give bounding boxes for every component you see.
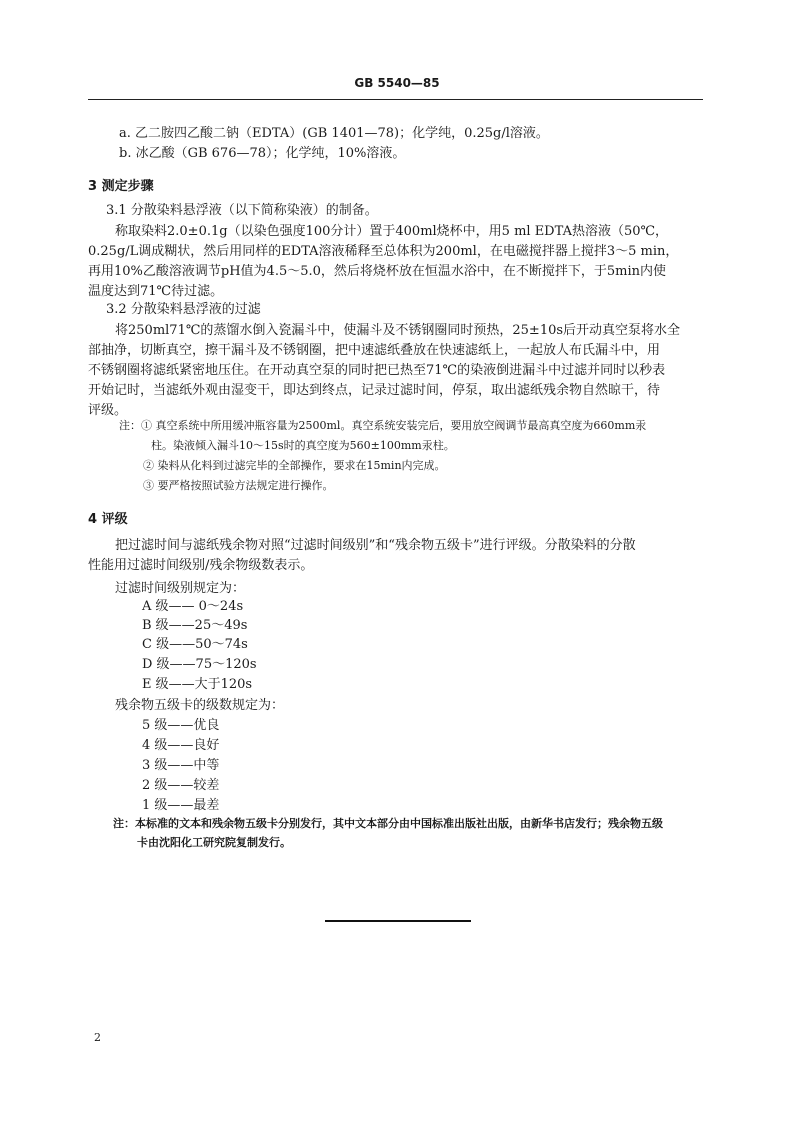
time-level-item: E 级——大于120s xyxy=(142,677,253,692)
residue-levels-title: 残余物五级卡的级数规定为： xyxy=(115,698,285,713)
paragraph-line: 把过滤时间与滤纸残余物对照“过滤时间级别”和“残余物五级卡”进行评级。分散染料的分散 xyxy=(115,538,636,553)
end-of-document-rule xyxy=(325,920,471,922)
time-level-item: C 级——50～74s xyxy=(142,637,248,652)
paragraph-line: 不锈钢圈将滤纸紧密地压住。在开动真空泵的同时把已热至71℃的染液倒进漏斗中过滤并同时以秒表 xyxy=(88,363,666,378)
residue-level-item: 4 级——良好 xyxy=(142,738,220,753)
paragraph-line: 0.25g/L调成糊状，然后用同样的EDTA溶液稀释至总体积为200ml，在电磁搅拌器上搅拌3～5 min， xyxy=(88,244,679,259)
note-line: ③ 要严格按照试验方法规定进行操作。 xyxy=(143,479,334,492)
subsection-3-1-heading: 3.1 分散染料悬浮液（以下简称染液）的制备。 xyxy=(106,203,378,218)
page-number: 2 xyxy=(94,1031,101,1044)
section-3-heading: 3 测定步骤 xyxy=(88,179,154,194)
paragraph-line: 称取染料2.0±0.1g（以染色强度100分计）置于400ml烧杯中，用5 ml EDTA热溶液（50℃， xyxy=(115,224,669,239)
section-4-heading: 4 评级 xyxy=(88,512,128,527)
note-line: ② 染料从化料到过滤完毕的全部操作，要求在15min内完成。 xyxy=(143,459,446,472)
residue-level-item: 1 级——最差 xyxy=(142,798,220,813)
time-level-item: B 级——25～49s xyxy=(142,618,248,633)
note-line: 注：① 真空系统中所用缓冲瓶容量为2500ml。真空系统安装完后，要用放空阀调节最高真空度为660mm汞 xyxy=(119,419,647,432)
paragraph-line: 部抽净，切断真空，擦干漏斗及不锈钢圈，把中速滤纸叠放在快速滤纸上，一起放人布氏漏斗中，用 xyxy=(88,343,661,358)
paragraph-line: 再用10%乙酸溶液调节pH值为4.5～5.0，然后将烧杯放在恒温水浴中，在不断搅拌下，于5min内使 xyxy=(88,264,667,279)
footnote-line: 注：本标准的文本和残余物五级卡分别发行，其中文本部分由中国标准出版社出版，由新华书店发行；残余物五级 xyxy=(113,817,663,830)
paragraph-line: 评级。 xyxy=(88,403,128,418)
paragraph-line: 将250ml71℃的蒸馏水倒入瓷漏斗中，使漏斗及不锈钢圈同时预热，25±10s后开动真空泵将水全 xyxy=(115,323,681,338)
subsection-3-2-heading: 3.2 分散染料悬浮液的过滤 xyxy=(106,302,261,317)
reagent-a: a. 乙二胺四乙酸二钠（EDTA）(GB 1401—78)；化学纯，0.25g/l溶液。 xyxy=(119,126,549,141)
time-level-item: D 级——75～120s xyxy=(142,657,257,672)
time-level-item: A 级—— 0～24s xyxy=(142,599,244,614)
header-divider xyxy=(88,99,703,100)
paragraph-line: 温度达到71℃待过滤。 xyxy=(88,284,224,299)
note-line: 柱。染液倾入漏斗10～15s时的真空度为560±100mm汞柱。 xyxy=(151,439,455,452)
paragraph-line: 开始记时，当滤纸外观由湿变干，即达到终点，记录过滤时间，停泵，取出滤纸残余物自然晾干，待 xyxy=(88,383,661,398)
footnote-line: 卡由沈阳化工研究院复制发行。 xyxy=(137,836,291,849)
residue-level-item: 3 级——中等 xyxy=(142,758,220,773)
paragraph-line: 性能用过滤时间级别/残余物级数表示。 xyxy=(88,558,314,573)
residue-level-item: 2 级——较差 xyxy=(142,778,220,793)
page-header: GB 5540—85 xyxy=(354,76,440,90)
residue-level-item: 5 级——优良 xyxy=(142,718,220,733)
time-levels-title: 过滤时间级别规定为： xyxy=(115,581,246,596)
reagent-b: b. 冰乙酸（GB 676—78）；化学纯，10%溶液。 xyxy=(119,146,406,161)
